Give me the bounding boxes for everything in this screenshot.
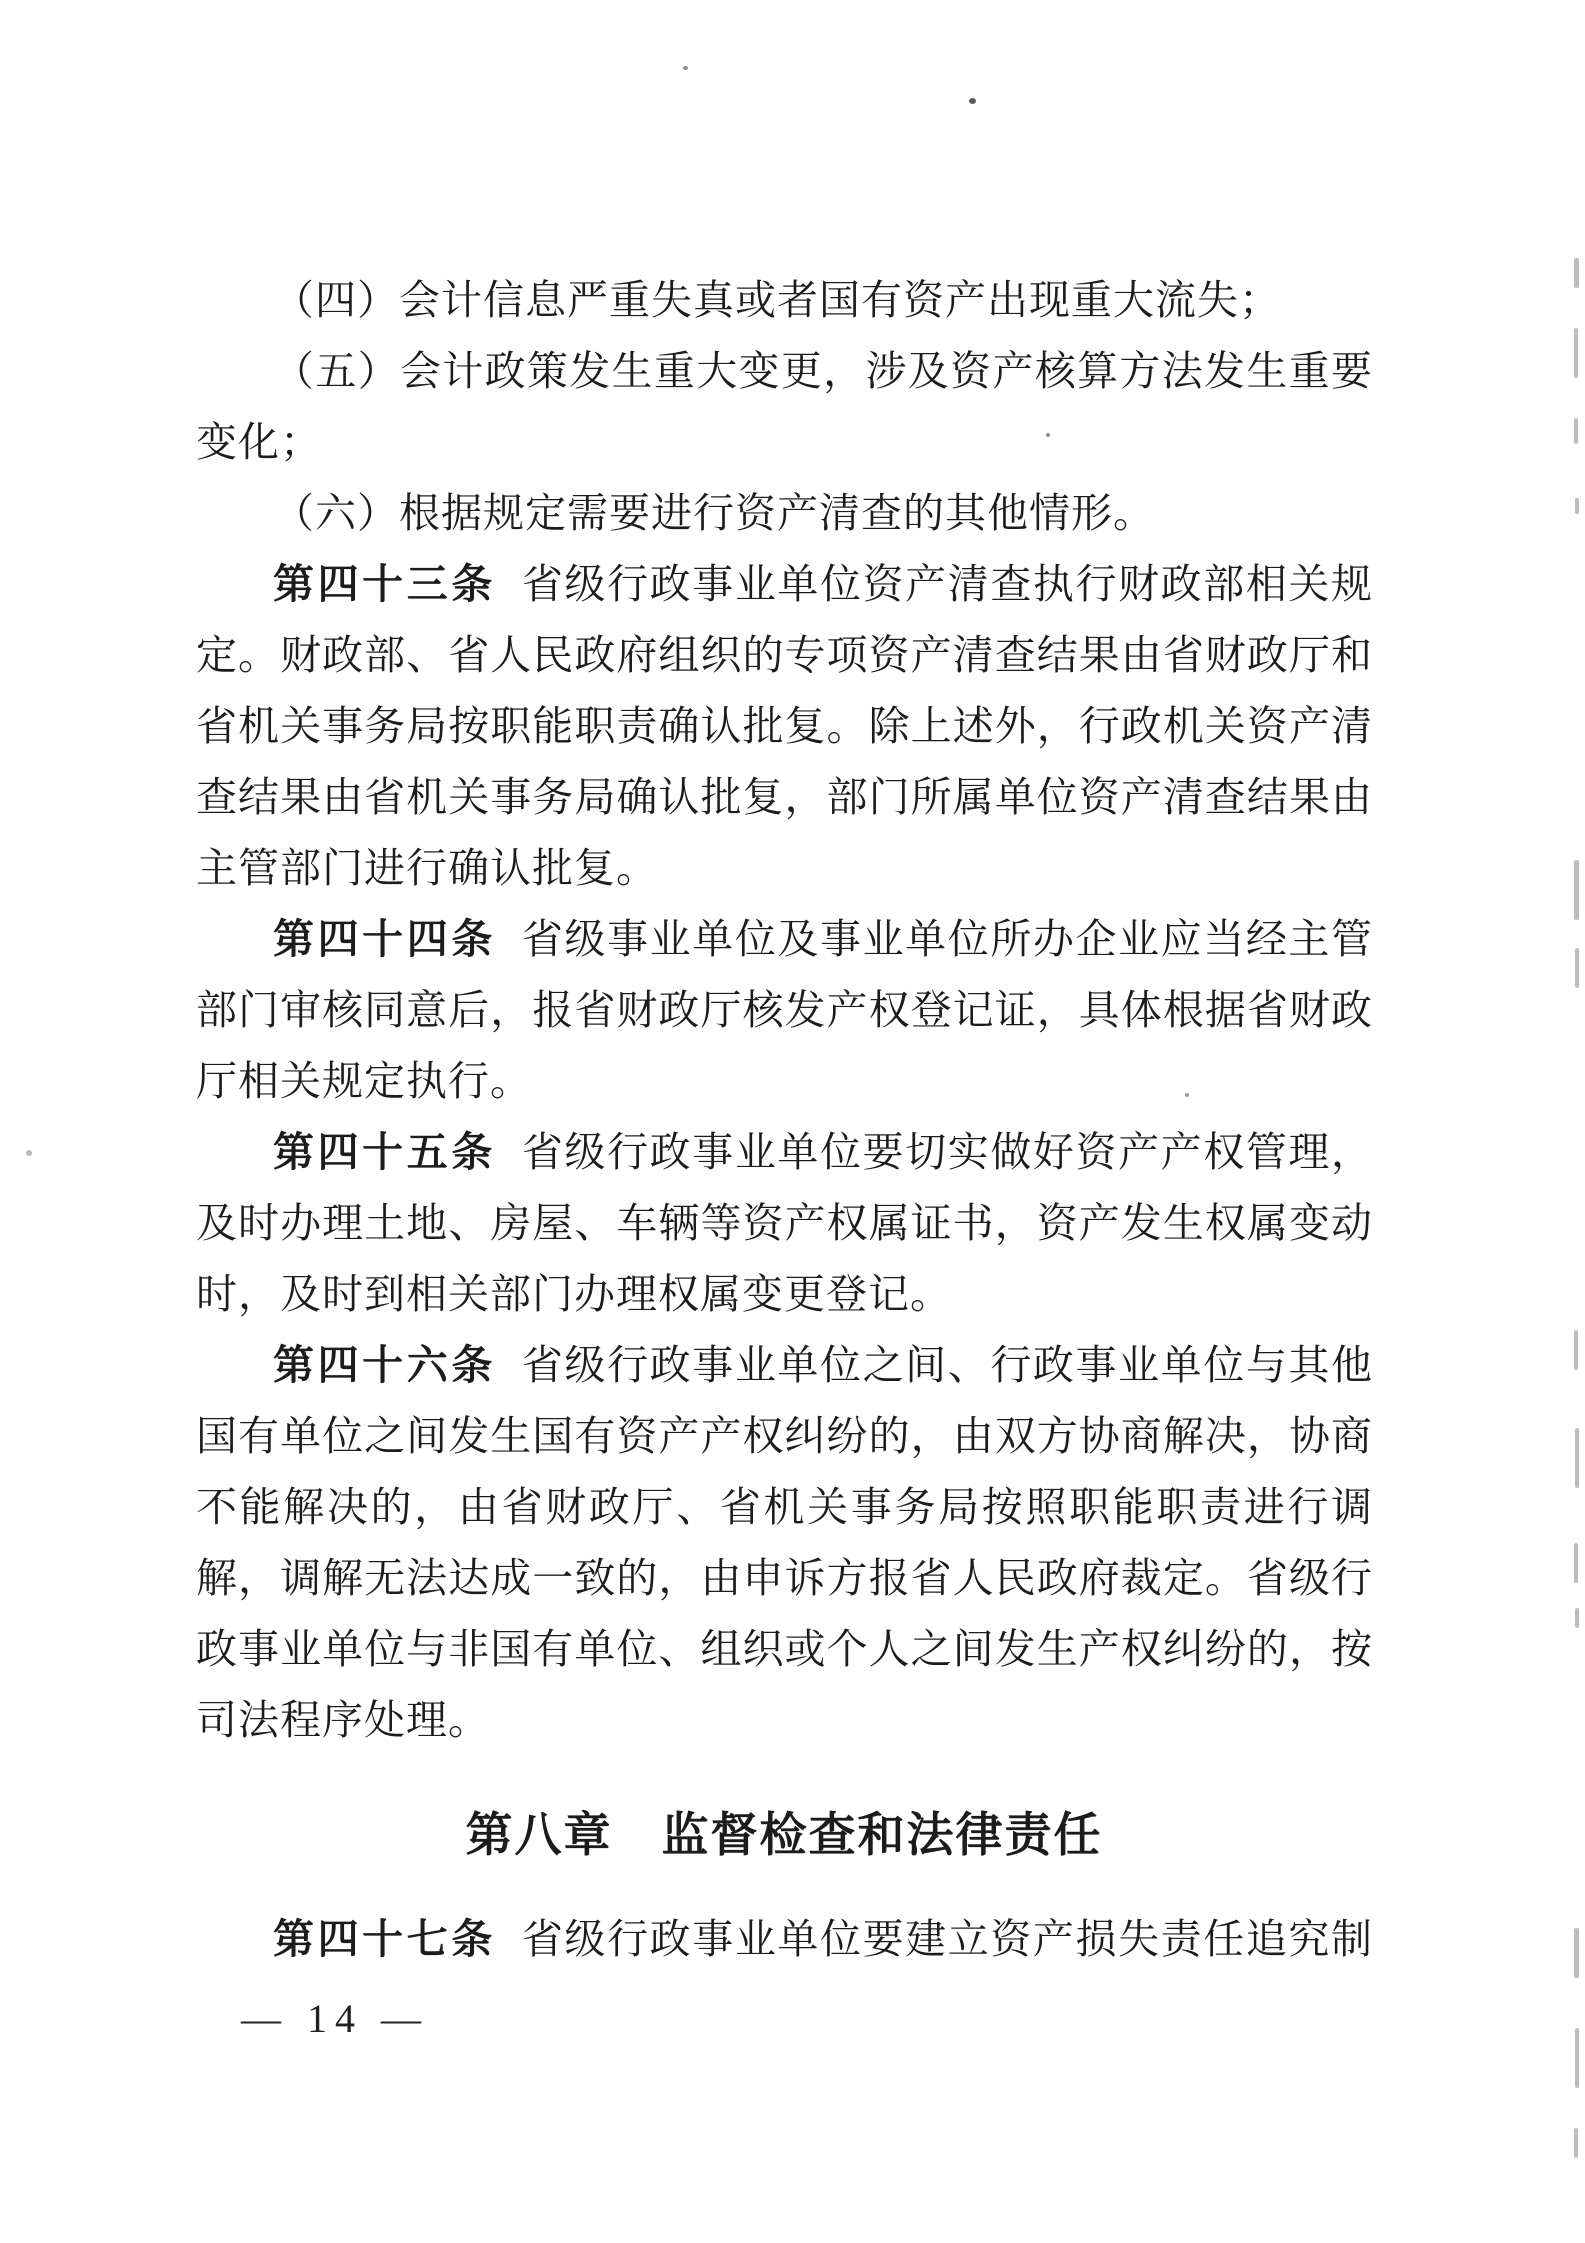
article-number: 第四十三条 <box>273 561 496 607</box>
page-bleed-mark <box>1575 498 1579 514</box>
text-line: （四）会计信息严重失真或者国有资产出现重大流失； <box>273 277 1281 323</box>
page-bleed-mark <box>1575 1428 1579 1488</box>
text-line: 政事业单位与非国有单位、组织或个人之间发生产权纠纷的，按 <box>196 1626 1372 1672</box>
text-line: 第四十三条 省级行政事业单位资产清查执行财政部相关规 <box>273 561 1373 607</box>
scan-speck <box>1046 433 1050 437</box>
page-bleed-mark <box>1574 258 1579 288</box>
page-bleed-mark <box>1574 1543 1578 1583</box>
page-bleed-mark <box>1574 328 1578 378</box>
text-line: 省机关事务局按职能职责确认批复。除上述外，行政机关资产清 <box>196 703 1372 749</box>
page-bleed-mark <box>1574 860 1579 920</box>
body-text <box>196 265 1372 1756</box>
scan-speck <box>969 98 976 104</box>
text-line: 第四十六条 省级行政事业单位之间、行政事业单位与其他 <box>273 1342 1373 1388</box>
text-line: 国有单位之间发生国有资产产权纠纷的，由双方协商解决，协商 <box>196 1413 1372 1459</box>
page-bleed-mark <box>1575 948 1579 988</box>
text-line: （六）根据规定需要进行资产清查的其他情形。 <box>273 490 1155 536</box>
page-bleed-mark <box>1574 418 1578 444</box>
page-bleed-mark <box>1575 2028 1579 2088</box>
text-line: （五）会计政策发生重大变更，涉及资产核算方法发生重要 <box>273 348 1372 394</box>
article-number: 第四十五条 <box>273 1129 496 1175</box>
article-number: 第四十六条 <box>273 1342 496 1388</box>
text-line: 解，调解无法达成一致的，由申诉方报省人民政府裁定。省级行 <box>196 1555 1372 1601</box>
text-line: 时，及时到相关部门办理权属变更登记。 <box>196 1271 952 1317</box>
text-line: 厅相关规定执行。 <box>196 1058 532 1104</box>
text-line: 变化； <box>196 419 322 465</box>
chapter-heading: 第八章 监督检查和法律责任 <box>465 1808 1103 1861</box>
text-line: 第四十四条 省级事业单位及事业单位所办企业应当经主管 <box>273 916 1373 962</box>
page-number: — 14 — <box>241 1996 429 2041</box>
scan-speck <box>26 1150 32 1156</box>
page-bleed-mark <box>1575 1608 1579 1628</box>
text-line: 部门审核同意后，报省财政厅核发产权登记证，具体根据省财政 <box>196 987 1372 1033</box>
page-bleed-mark <box>1574 1928 1579 1978</box>
text-line: 第四十七条 省级行政事业单位要建立资产损失责任追究制 <box>273 1916 1373 1962</box>
page-bleed-mark <box>1574 1330 1578 1370</box>
page-bleed-mark <box>1574 2128 1578 2158</box>
text-line: 查结果由省机关事务局确认批复，部门所属单位资产清查结果由 <box>196 774 1372 820</box>
scan-speck <box>683 66 688 70</box>
text-line: 第四十五条 省级行政事业单位要切实做好资产产权管理， <box>273 1129 1373 1175</box>
text-line: 主管部门进行确认批复。 <box>196 845 658 891</box>
text-line: 及时办理土地、房屋、车辆等资产权属证书，资产发生权属变动 <box>196 1200 1372 1246</box>
article-number: 第四十四条 <box>273 916 496 962</box>
text-line: 司法程序处理。 <box>196 1697 490 1743</box>
scan-speck <box>1185 1093 1189 1097</box>
text-line: 定。财政部、省人民政府组织的专项资产清查结果由省财政厅和 <box>196 632 1372 678</box>
body-text-after-heading <box>196 1904 1372 1975</box>
article-number: 第四十七条 <box>273 1916 496 1962</box>
text-line: 不能解决的，由省财政厅、省机关事务局按照职能职责进行调 <box>196 1484 1372 1530</box>
